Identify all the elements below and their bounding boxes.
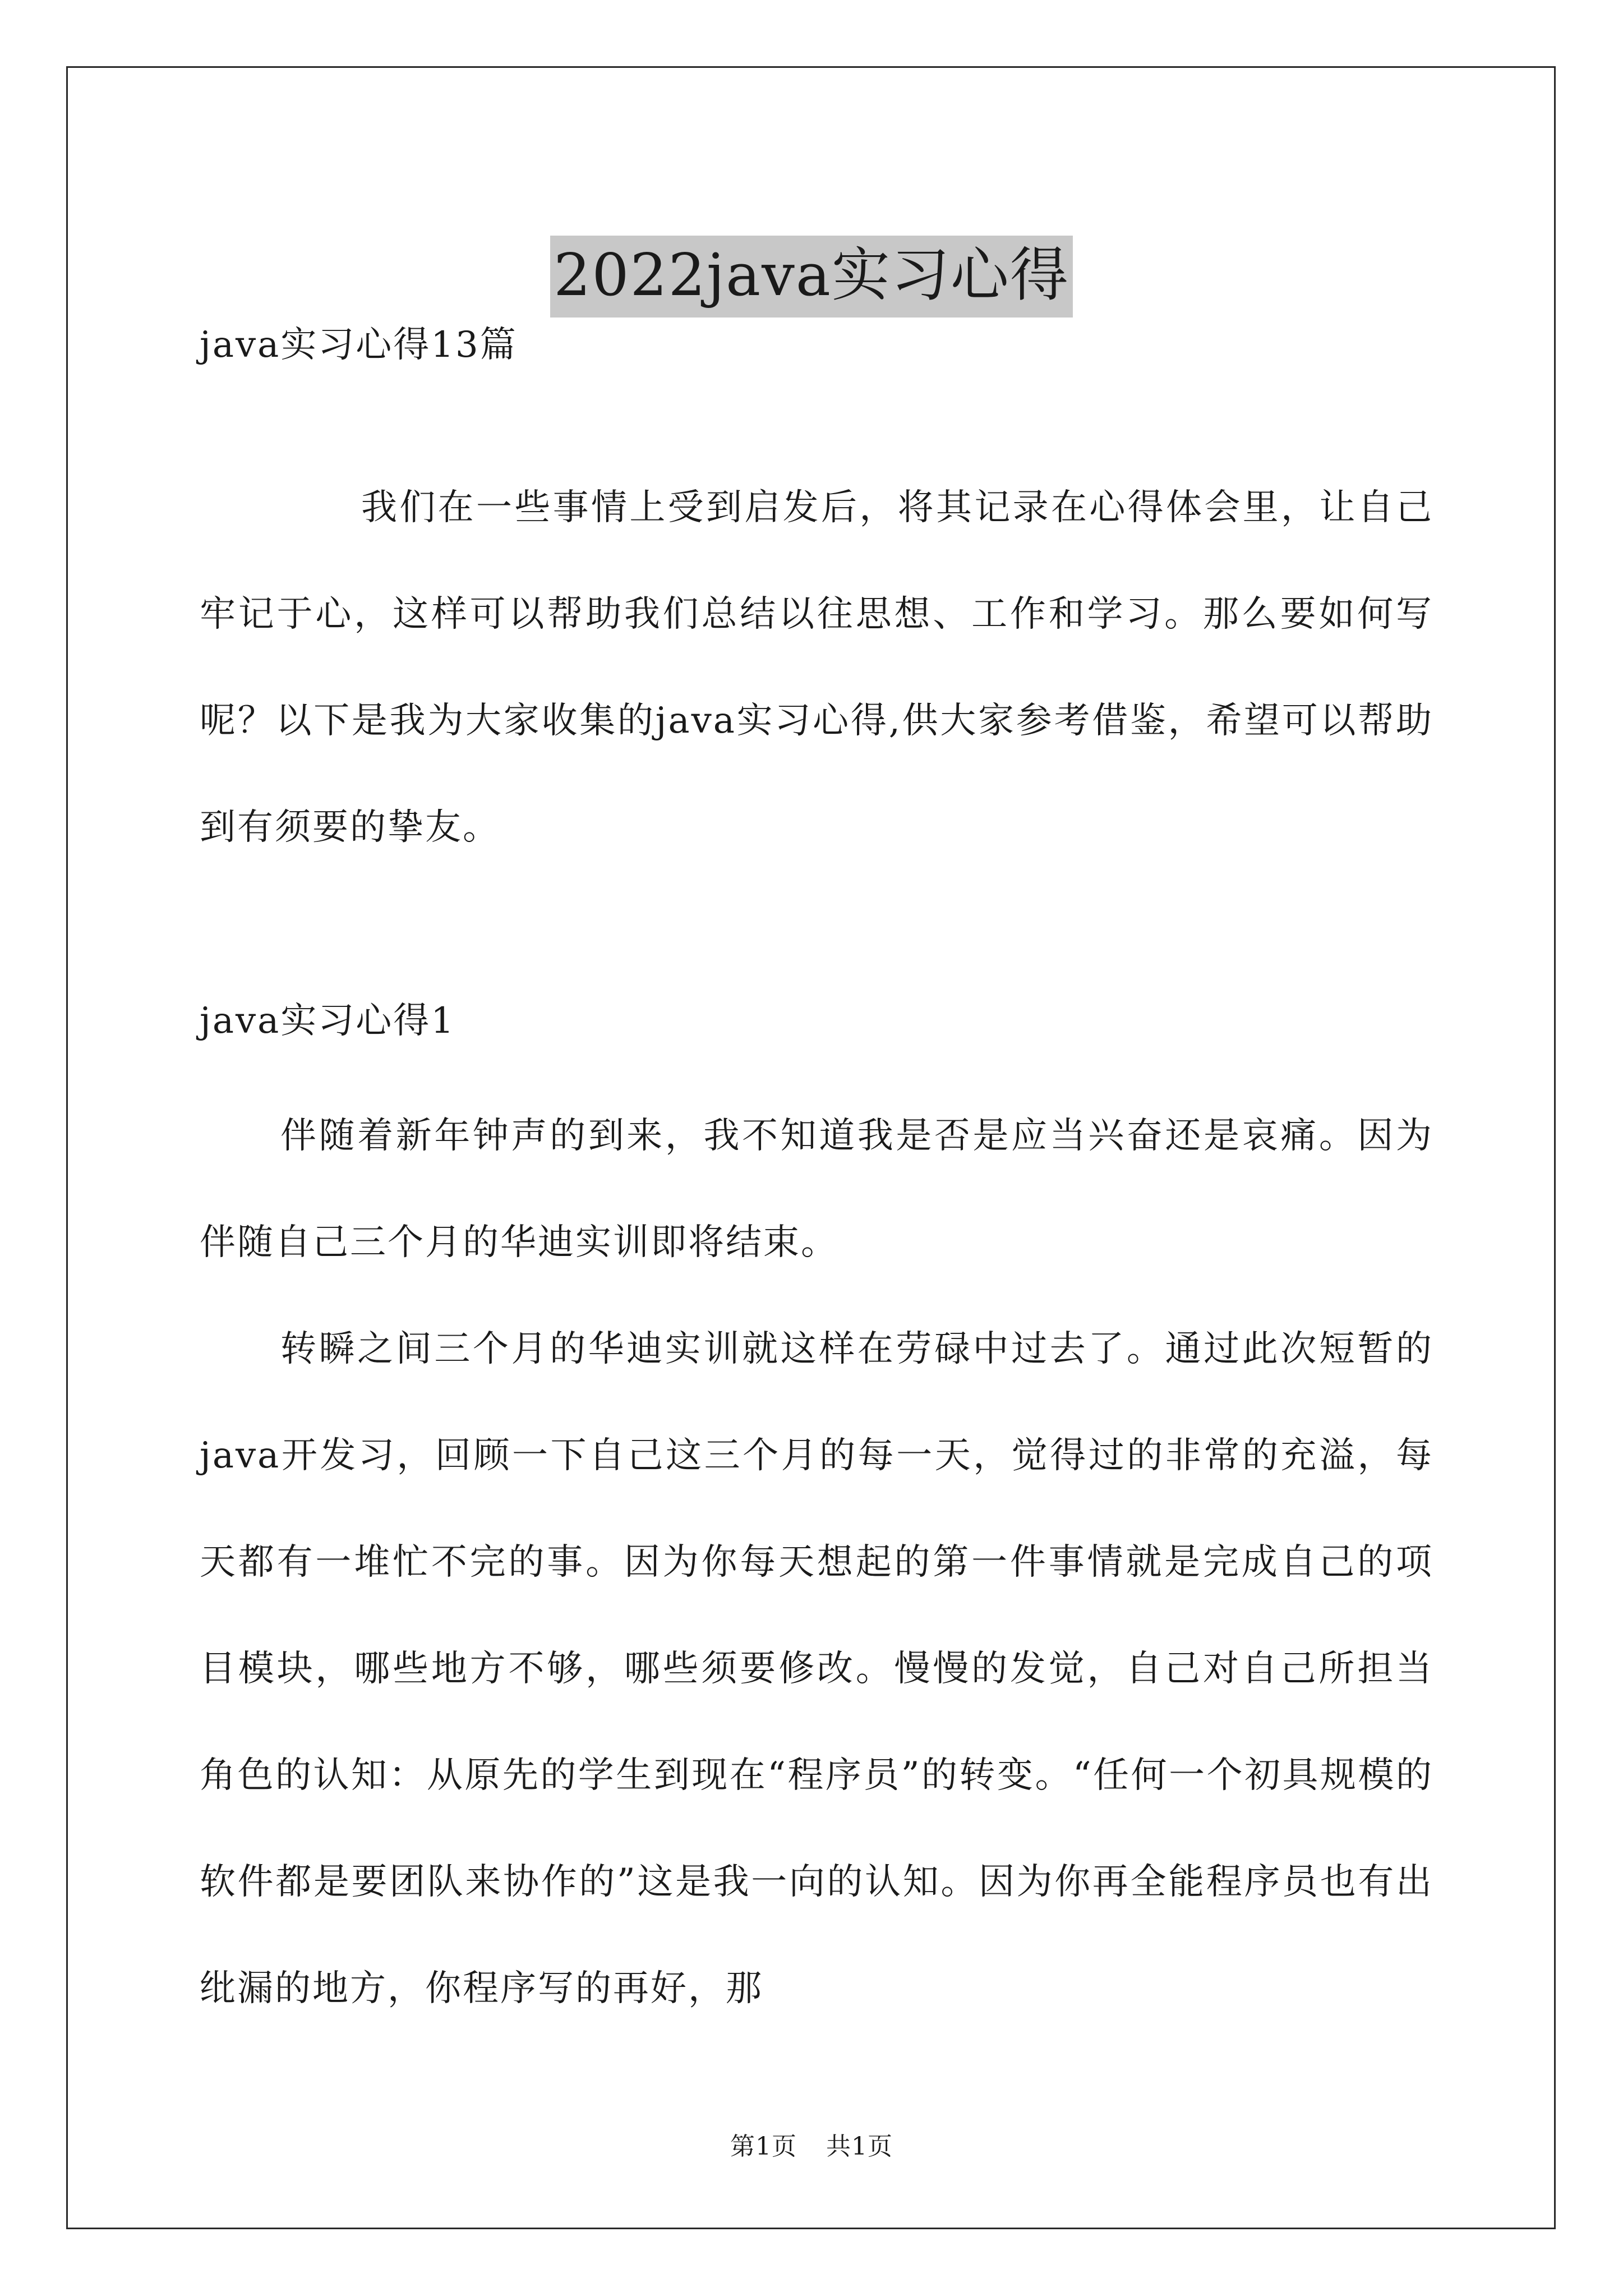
body-paragraph: 伴随着新年钟声的到来，我不知道我是否是应当兴奋还是哀痛。因为伴随自己三个月的华迪实训即将结束。: [200, 1115, 1433, 1263]
page-number: 第1页: [730, 2132, 797, 2161]
intro-paragraph: 我们在一些事情上受到启发后，将其记录在心得体会里，让自己牢记于心，这样可以帮助我们总结以往思想、工作和学习。那么要如何写呢？以下是我为大家收集的java实习心得,供大家参考借鉴，希望可以帮助到有须要的挚友。: [200, 487, 1433, 848]
page-footer: [0, 2126, 1623, 2162]
section-heading: java实习心得1: [200, 1000, 456, 1042]
body-paragraph: 转瞬之间三个月的华迪实训就这样在劳碌中过去了。通过此次短暂的java开发习，回顾一下自己这三个月的每一天，觉得过的非常的充溢，每天都有一堆忙不完的事。因为你每天想起的第一件事情就是完成自己的项目模块，哪些地方不够，哪些须要修改。慢慢的发觉，自己对自己所担当角色的认知：从原先的学生到现在“程序员”的转变。“任何一个初具规模的软件都是要团队来协作的”这是我一向的认知。因为你再全能程序员也有出纰漏的地方，你程序写的再好，那: [200, 1328, 1433, 2009]
page-total: 共1页: [826, 2132, 893, 2161]
document-subtitle: java实习心得13篇: [200, 324, 518, 366]
document-title: 2022java实习心得: [550, 236, 1073, 318]
